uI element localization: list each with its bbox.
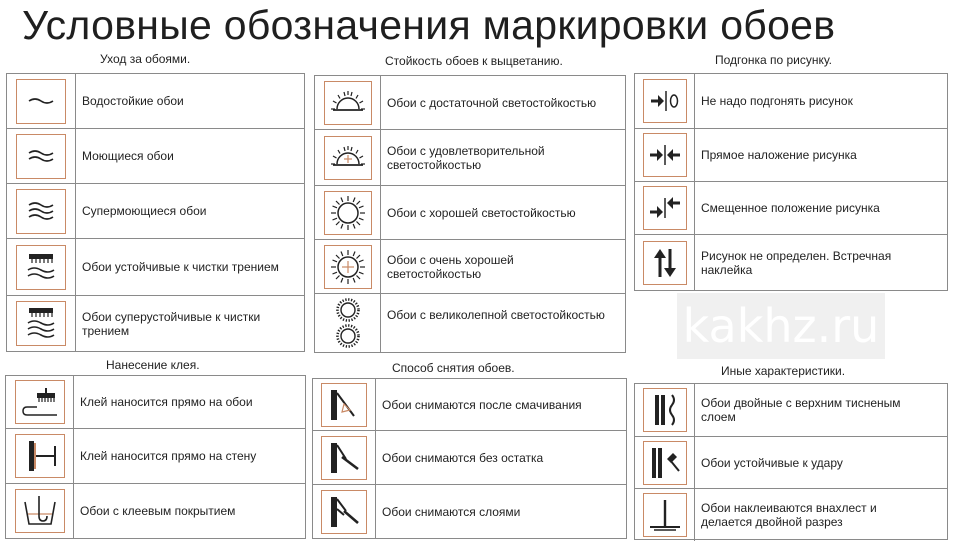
list-item-label: Обои снимаются слоями bbox=[382, 504, 521, 519]
page-title: Условные обозначения маркировки обоев bbox=[22, 2, 836, 48]
table-row bbox=[315, 186, 625, 240]
full-sun-plus-icon bbox=[324, 245, 372, 289]
list-item-label: Обои суперустойчивые к чистки трением bbox=[82, 309, 261, 338]
peel-layers-icon bbox=[321, 490, 367, 534]
other-table bbox=[634, 383, 948, 540]
section-title-other: Иные характеристики. bbox=[721, 364, 846, 378]
half-sun-icon bbox=[324, 81, 372, 125]
list-item-label: Моющиеся обои bbox=[82, 149, 174, 163]
list-item-label: Прямое наложение рисунка bbox=[701, 148, 857, 162]
table-row bbox=[635, 182, 947, 235]
table-row bbox=[315, 294, 625, 352]
glue-coated-icon bbox=[15, 489, 65, 533]
arrows-up-down-icon bbox=[643, 241, 687, 285]
watermark: kakhz.ru bbox=[677, 293, 885, 359]
table-row bbox=[635, 489, 947, 541]
table-row bbox=[6, 429, 305, 484]
brush-waves-3-icon bbox=[16, 301, 66, 346]
table-row bbox=[635, 235, 947, 290]
brush-waves-icon bbox=[16, 245, 66, 290]
half-sun-plus-icon bbox=[324, 136, 372, 180]
section-title-pattern: Подгонка по рисунку. bbox=[715, 53, 832, 67]
section-title-care: Уход за обоями. bbox=[100, 52, 191, 66]
list-item-label: Обои с великолепной светостойкостью bbox=[387, 308, 605, 322]
list-item-label: Обои с клеевым покрытием bbox=[80, 504, 236, 518]
table-row bbox=[7, 296, 304, 351]
glue-on-wallpaper-icon bbox=[15, 380, 65, 424]
table-row bbox=[313, 379, 626, 431]
duplex-icon bbox=[643, 388, 687, 432]
table-row bbox=[7, 184, 304, 239]
hammer-icon bbox=[643, 441, 687, 485]
full-sun-icon bbox=[324, 191, 372, 235]
list-item-label: Обои с очень хорошей светостойкостью bbox=[387, 252, 514, 281]
peel-wet-icon bbox=[321, 383, 367, 427]
table-row bbox=[6, 376, 305, 429]
table-row bbox=[315, 130, 625, 186]
table-row bbox=[635, 129, 947, 182]
table-row bbox=[315, 240, 625, 294]
arrows-offset-icon bbox=[643, 186, 687, 230]
list-item-label: Обои с хорошей светостойкостью bbox=[387, 205, 576, 220]
care-table bbox=[6, 73, 305, 352]
table-row bbox=[635, 437, 947, 489]
list-item-label: Клей наносится прямо на стену bbox=[80, 449, 257, 463]
list-item-label: Обои устойчивые к удару bbox=[701, 455, 843, 470]
table-row bbox=[7, 239, 304, 296]
overlap-icon bbox=[643, 493, 687, 537]
arrow-zero-icon bbox=[643, 79, 687, 123]
list-item-label: Клей наносится прямо на обои bbox=[80, 395, 253, 409]
wave-3-icon bbox=[16, 189, 66, 234]
table-row bbox=[6, 484, 305, 538]
list-item-label: Обои снимаются после смачивания bbox=[382, 397, 582, 412]
list-item-label: Обои с достаточной светостойкостью bbox=[387, 95, 597, 110]
table-row bbox=[7, 74, 304, 129]
section-title-removal: Способ снятия обоев. bbox=[392, 361, 515, 375]
list-item-label: Не надо подгонять рисунок bbox=[701, 94, 853, 108]
list-item-label: Обои наклеиваются внахлест и делается двойной разрез bbox=[701, 501, 877, 529]
table-row bbox=[313, 431, 626, 485]
list-item-label: Супермоющиеся обои bbox=[82, 204, 207, 218]
fade-table bbox=[314, 75, 626, 353]
list-item-label: Обои двойные с верхним тисненым слоем bbox=[701, 396, 901, 424]
list-item-label: Рисунок не определен. Встречная наклейка bbox=[701, 248, 892, 277]
table-row bbox=[7, 129, 304, 184]
wave-1-icon bbox=[16, 79, 66, 124]
double-sun-icon bbox=[329, 296, 367, 350]
arrows-straight-icon bbox=[643, 133, 687, 177]
table-row bbox=[635, 384, 947, 437]
table-row bbox=[313, 485, 626, 538]
section-title-glue: Нанесение клея. bbox=[106, 358, 200, 372]
list-item-label: Водостойкие обои bbox=[82, 94, 184, 108]
removal-table bbox=[312, 378, 627, 539]
table-row bbox=[315, 76, 625, 130]
pattern-table bbox=[634, 73, 948, 291]
list-item-label: Обои снимаются без остатка bbox=[382, 450, 544, 465]
table-row bbox=[635, 74, 947, 129]
glue-on-wall-icon bbox=[15, 434, 65, 478]
glue-table bbox=[5, 375, 306, 539]
peel-clean-icon bbox=[321, 436, 367, 480]
list-item-label: Обои устойчивые к чистки трением bbox=[82, 260, 279, 274]
list-item-label: Смещенное положение рисунка bbox=[701, 201, 880, 215]
wave-2-icon bbox=[16, 134, 66, 179]
list-item-label: Обои с удовлетворительной светостойкостью bbox=[387, 143, 545, 172]
section-title-fade: Стойкость обоев к выцветанию. bbox=[385, 54, 563, 68]
